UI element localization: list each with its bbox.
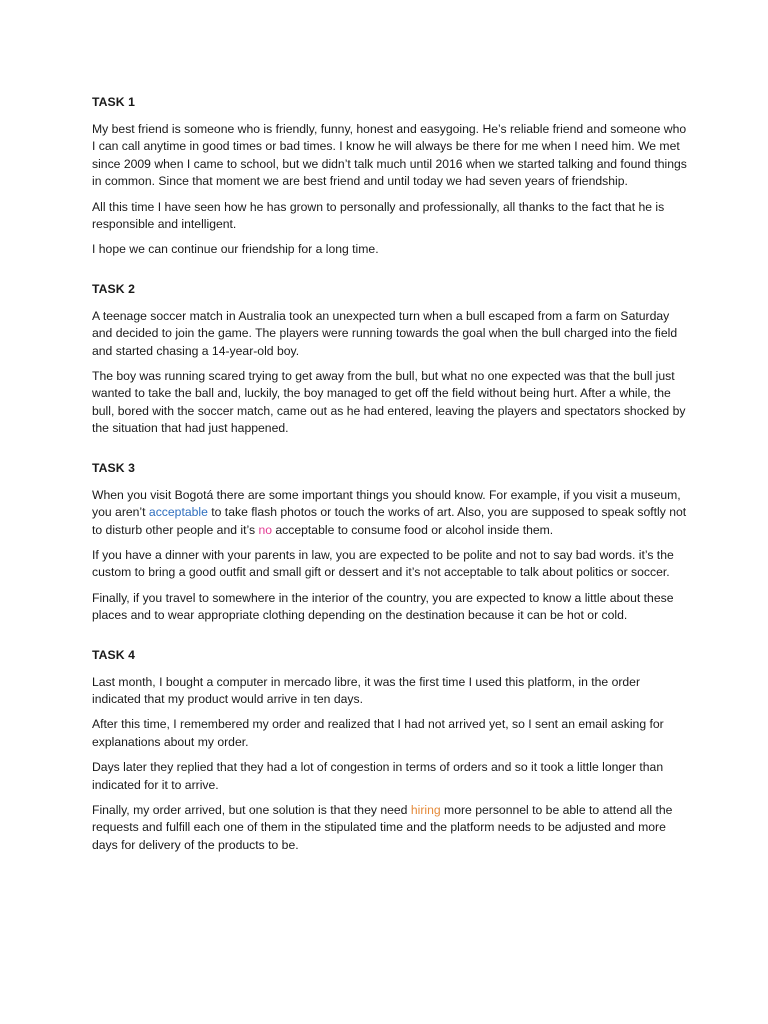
- task-section: [92, 460, 688, 647]
- task-paragraph: [92, 759, 688, 794]
- paragraph-text: more personnel to be able to attend all the requests and fulfill each one of them in the stipulated time and the platform needs to be adjusted and more days for delivery of the products to be.: [92, 802, 673, 852]
- paragraph-text: acceptable to consume food or alcohol inside them.: [272, 522, 554, 537]
- paragraph-text: Finally, if you travel to somewhere in the interior of the country, you are expected to know a little about these places and to wear appropriate clothing depending on the destination because it can be hot or cold.: [92, 590, 674, 623]
- task-list: [92, 94, 688, 854]
- task-paragraph: [92, 241, 688, 258]
- paragraph-text: After this time, I remembered my order and realized that I had not arrived yet, so I sent an email asking for explanations about my order.: [92, 717, 664, 749]
- task-paragraph: [92, 308, 688, 360]
- paragraph-text: The boy was running scared trying to get away from the bull, but what no one expected was that the bull just wanted to take the ball and, luckily, the boy managed to get off the field without being hurt. After a while, the bull, bored with the soccer match, came out as he had entered, leaving the players and spectators shocked by the situation that had just happened.: [92, 369, 686, 436]
- task-heading: TASK 2: [92, 281, 136, 296]
- task-paragraph: [92, 487, 688, 539]
- task-heading: TASK 4: [92, 647, 136, 662]
- task-paragraph: [92, 802, 688, 854]
- task-paragraph: [92, 547, 688, 582]
- paragraph-text: to take flash photos or touch the works of art. Also, you are supposed to speak softly not to disturb other people and it’s: [92, 505, 687, 537]
- task-paragraph: [92, 590, 688, 625]
- task-paragraph: [92, 716, 688, 751]
- paragraph-text: When you visit Bogotá there are some important things you should know. For example, if you visit a museum, you aren’t: [92, 487, 681, 520]
- task-paragraph: [92, 368, 688, 438]
- task-paragraph: [92, 674, 688, 709]
- paragraph-text: Last month, I bought a computer in mercado libre, it was the first time I used this platform, in the order indicated that my product would arrive in ten days.: [92, 674, 641, 706]
- paragraph-text: I hope we can continue our friendship for a long time.: [92, 242, 379, 257]
- paragraph-text: A teenage soccer match in Australia took an unexpected turn when a bull escaped from a farm on Saturday and decided to join the game. The players were running towards the goal when the bull charged into the field and started chasing a 14-year-old boy.: [92, 308, 678, 358]
- task-section: [92, 647, 688, 855]
- paragraph-text: All this time I have seen how he has grown to personally and professionally, all thanks to the fact that he is responsible and intelligent.: [92, 199, 665, 232]
- paragraph-text: Days later they replied that they had a lot of congestion in terms of orders and so it took a little longer than indicated for it to arrive.: [92, 760, 664, 792]
- paragraph-text: My best friend is someone who is friendly, funny, honest and easygoing. He’s reliable friend and someone who I can call anytime in good times or bad times. I know he will always be there for me when I need him. We met since 2009 when I came to school, but we didn’t talk much until 2016 when we started talking and found things in common. Since that moment we are best friend and until today we had seven years of friendship.: [92, 122, 687, 189]
- task-paragraph: [92, 121, 688, 191]
- task-heading: TASK 3: [92, 460, 136, 475]
- task-heading: TASK 1: [92, 95, 136, 109]
- task-section: [92, 94, 688, 281]
- paragraph-text: If you have a dinner with your parents in law, you are expected to be polite and not to say bad words. it’s the custom to bring a good outfit and small gift or dessert and it’s not acceptable to talk about politics or soccer.: [92, 547, 674, 580]
- task-section: [92, 281, 688, 460]
- highlighted-word: hiring: [410, 802, 441, 817]
- highlighted-word: no: [258, 522, 273, 537]
- task-paragraph: [92, 199, 688, 234]
- paragraph-text: Finally, my order arrived, but one solution is that they need: [92, 802, 411, 817]
- highlighted-word: acceptable: [148, 505, 208, 520]
